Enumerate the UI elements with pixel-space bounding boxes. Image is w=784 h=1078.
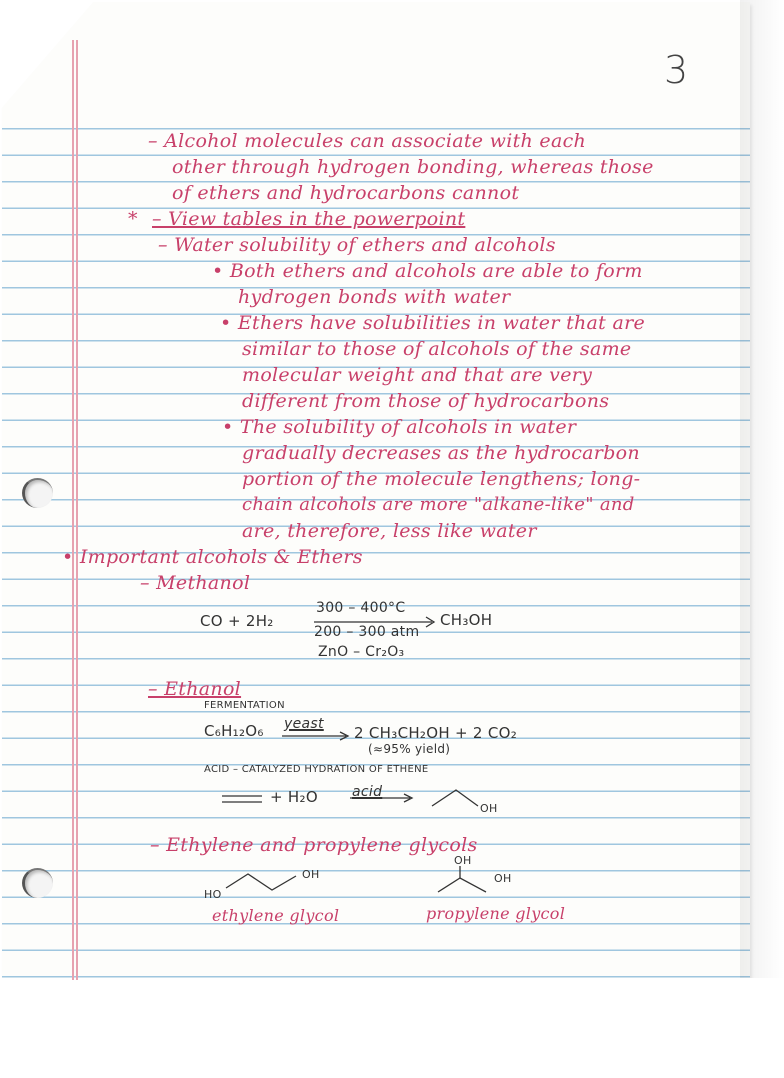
- bullet-line: • Both ethers and alcohols are able to form: [212, 260, 643, 282]
- ethanol-skeletal: [432, 790, 478, 806]
- note-line: of ethers and hydrocarbons cannot: [172, 182, 520, 204]
- note-line: – Alcohol molecules can associate with each: [148, 130, 587, 152]
- methanol-condition-pressure: 200 – 300 atm: [314, 624, 420, 640]
- section-heading: • Important alcohols & Ethers: [62, 546, 363, 568]
- fermentation-label: FERMENTATION: [204, 700, 285, 711]
- methanol-reactants: CO + 2H₂: [200, 612, 274, 630]
- glucose-formula: C₆H₁₂O₆: [204, 722, 264, 740]
- propylene-glycol-name: propylene glycol: [426, 904, 566, 923]
- star-marker: *: [128, 208, 138, 230]
- ethylene-glycol-skeletal: [226, 874, 296, 890]
- bullet-line: gradually decreases as the hydrocarbon: [242, 442, 640, 464]
- methanol-catalyst: ZnO – Cr₂O₃: [318, 644, 405, 660]
- page-number: 3: [664, 48, 689, 92]
- bullet-line: • Ethers have solubilities in water that are: [220, 312, 646, 334]
- propylene-oh-top-label: OH: [454, 854, 472, 867]
- ethylene-oh-label: OH: [302, 868, 320, 881]
- bullet-line: molecular weight and that are very: [242, 364, 593, 386]
- bullet-line: similar to those of alcohols of the same: [242, 338, 632, 360]
- bullet-line: hydrogen bonds with water: [238, 286, 511, 308]
- hydration-label: ACID – CATALYZED HYDRATION OF ETHENE: [204, 764, 429, 775]
- fermentation-yield: (≈95% yield): [368, 742, 451, 756]
- propylene-oh-label: OH: [494, 872, 512, 885]
- methanol-product: CH₃OH: [440, 611, 493, 629]
- bullet-line: are, therefore, less like water: [242, 520, 537, 542]
- yeast-label: yeast: [284, 716, 324, 732]
- acid-label: acid: [352, 784, 383, 800]
- subheading-methanol: – Methanol: [140, 572, 251, 594]
- subheading-ethanol: – Ethanol: [148, 678, 242, 700]
- hydration-water: + H₂O: [270, 788, 318, 806]
- note-line: – View tables in the powerpoint: [152, 208, 466, 230]
- bullet-line: • The solubility of alcohols in water: [222, 416, 577, 438]
- note-line: – Water solubility of ethers and alcohols: [158, 234, 556, 256]
- propylene-glycol-skeletal: [438, 878, 486, 892]
- note-line: other through hydrogen bonding, whereas those: [172, 156, 654, 178]
- methanol-condition-temp: 300 – 400°C: [316, 600, 406, 616]
- bullet-line: different from those of hydrocarbons: [242, 390, 610, 412]
- ethylene-glycol-name: ethylene glycol: [212, 906, 340, 925]
- ethanol-oh-label: OH: [480, 802, 498, 815]
- bullet-line: portion of the molecule lengthens; long-: [242, 468, 641, 490]
- subheading-glycols: – Ethylene and propylene glycols: [150, 834, 478, 856]
- ethylene-ho-label: HO: [204, 888, 222, 901]
- fermentation-products: 2 CH₃CH₂OH + 2 CO₂: [354, 724, 518, 742]
- bullet-line: chain alcohols are more "alkane-like" and: [242, 494, 635, 515]
